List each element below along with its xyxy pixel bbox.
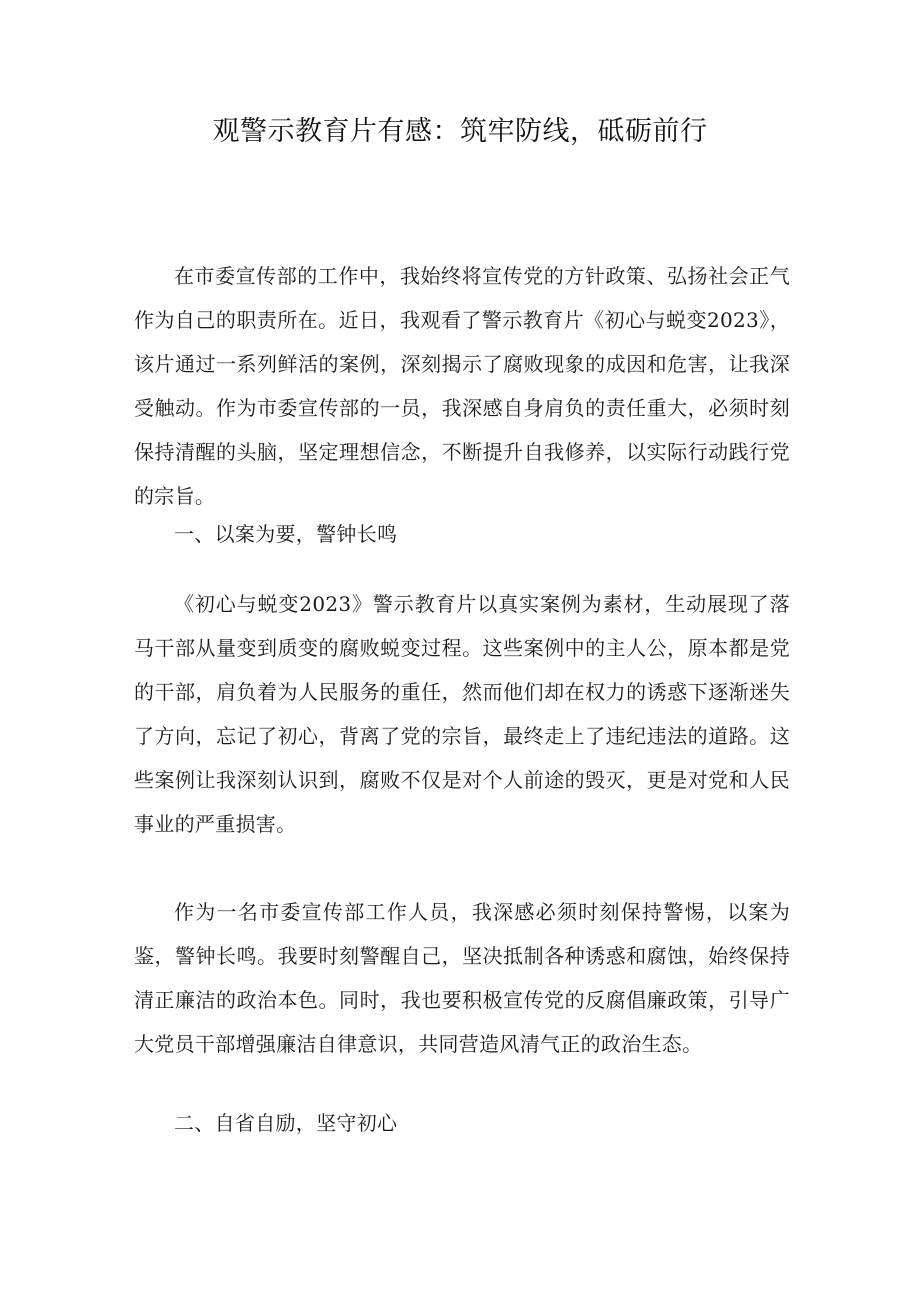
body-paragraph-3: 作为一名市委宣传部工作人员，我深感必须时刻保持警惕，以案为鉴，警钟长鸣。我要时刻警醒自己，坚决抵制各种诱惑和腐蚀，始终保持清正廉洁的政治本色。同时，我也要积极宣传党的反腐倡廉政策，引导广大党员干部增强廉洁自律意识，共同营造风清气正的政治生态。 — [134, 900, 790, 1056]
body-paragraph-2: 《初心与蜕变2023》警示教育片以真实案例为素材，生动展现了落马干部从量变到质变的腐败蜕变过程。这些案例中的主人公，原本都是党的干部，肩负着为人民服务的重任，然而他们却在权力的诱惑下逐渐迷失了方向，忘记了初心，背离了党的宗旨，最终走上了违纪违法的道路。这些案例让我深刻认识到，腐败不仅是对个人前途的毁灭，更是对党和人民事业的严重损害。 — [134, 592, 790, 836]
document-title: 观警示教育片有感：筑牢防线，砥砺前行 — [212, 116, 708, 147]
body-paragraph-1: 在市委宣传部的工作中，我始终将宣传党的方针政策、弘扬社会正气作为自己的职责所在。近日，我观看了警示教育片《初心与蜕变2023》，该片通过一系列鲜活的案例，深刻揭示了腐败现象的成因和危害，让我深受触动。作为市委宣传部的一员，我深感自身肩负的责任重大，必须时刻保持清醒的头脑，坚定理想信念，不断提升自我修养，以实际行动践行党的宗旨。 — [134, 264, 790, 508]
section-heading-1: 一、以案为要，警钟长鸣 — [174, 522, 398, 546]
section-heading-2: 二、自省自励，坚守初心 — [174, 1111, 398, 1135]
